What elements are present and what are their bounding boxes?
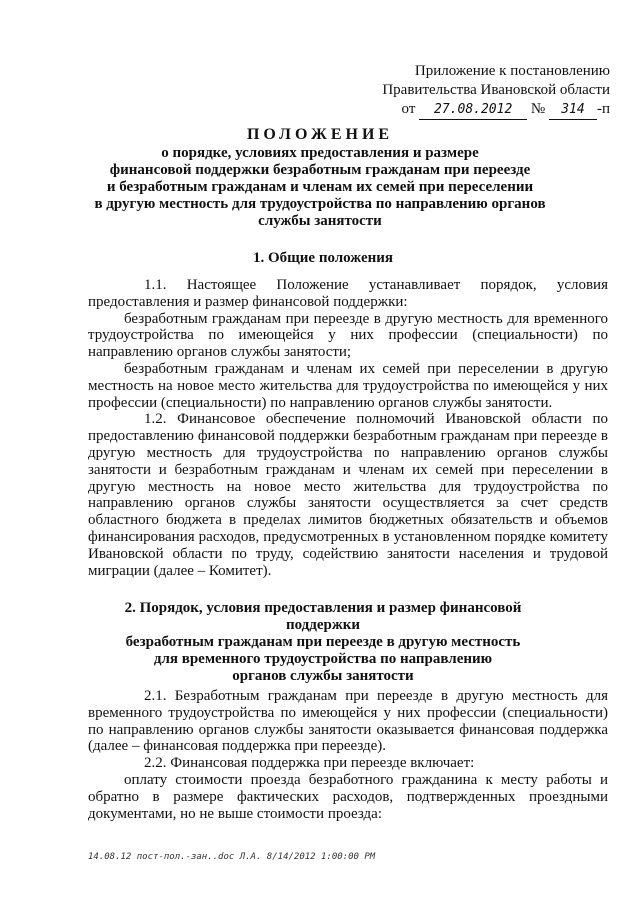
section-1-body	[88, 277, 608, 579]
section-2-heading	[88, 600, 558, 685]
section-2-heading-line: для временного трудоустройства по направлению	[153, 651, 493, 667]
section-2-heading-line: безработным гражданам при переезде в другую местность	[125, 634, 521, 650]
appendix-line-2: Правительства Ивановской области	[382, 82, 610, 98]
appendix-line-1: Приложение к постановлению	[414, 63, 610, 79]
paragraph: безработным гражданам и членам их семей при переселении в другую местность на новое место жительства для трудоустройства по имеющейся у них профессии (специальности) по направлению органов службы занятости.	[88, 360, 608, 411]
number-label: №	[530, 101, 546, 117]
paragraph: безработным гражданам при переезде в другую местность для временного трудоустройства по имеющейся у них профессии (специальности) по направлению органов службы занятости;	[88, 310, 608, 361]
paragraph: 2.1. Безработным гражданам при переезде в другую местность для временного трудоустройства по имеющейся у них профессии (специальности) по направлению органов службы занятости оказывается финансовая поддержка (далее – финансовая поддержка при переезде).	[88, 688, 608, 755]
paragraph: 1.1. Настоящее Положение устанавливает порядок, условия предоставления и размер финансовой поддержки:	[88, 277, 608, 310]
title-line: и безработным гражданам и членам их семей при переселении	[106, 179, 534, 195]
paragraph: оплату стоимости проезда безработного гражданина к месту работы и обратно в размере фактических расходов, подтвержденных проездными документами, но не выше стоимости проезда:	[88, 771, 608, 822]
section-1-heading	[88, 250, 558, 267]
from-label: от	[401, 101, 416, 117]
title-line: о порядке, условиях предоставления и размере	[161, 145, 479, 161]
section-1-heading-text: 1. Общие положения	[252, 250, 394, 266]
paragraph: 1.2. Финансовое обеспечение полномочий Ивановской области по предоставлению финансовой поддержки безработным гражданам при переезде в другую местность для трудоустройства по направлению органов службы занятости и безработным гражданам и членам их семей при переселении в другую местность на новое место жительства для трудоустройства по направлению органов службы занятости осуществляется за счет средств областного бюджета в пределах лимитов бюджетных обязательств и объемов финансирования расходов, предусмотренных в установленном порядке комитету Ивановской области по труду, содействию занятости населения и трудовой миграции (далее – Комитет).	[88, 411, 608, 579]
title-line: службы занятости	[258, 213, 382, 229]
document-title	[80, 126, 560, 230]
title-line: в другую местность для трудоустройства по направлению органов	[94, 196, 546, 212]
number-suffix: -п	[596, 101, 610, 117]
handwritten-date: 27.08.2012	[419, 100, 527, 120]
file-footer: 14.08.12 пост-пол.-зан..doc Л.А. 8/14/2012 1:00:00 PM	[88, 852, 376, 862]
section-2-heading-line: 2. Порядок, условия предоставления и размер финансовой поддержки	[124, 600, 522, 633]
paragraph: 2.2. Финансовая поддержка при переезде включает:	[144, 755, 475, 772]
section-2-heading-line: органов службы занятости	[232, 668, 414, 684]
appendix-block	[360, 62, 610, 120]
handwritten-number: 314	[549, 100, 597, 120]
appendix-line-3	[360, 100, 610, 120]
title-line: финансовой поддержки безработным гражданам при переезде	[109, 162, 531, 178]
title-heading: ПОЛОЖЕНИЕ	[246, 126, 394, 143]
section-2-body	[88, 688, 608, 822]
